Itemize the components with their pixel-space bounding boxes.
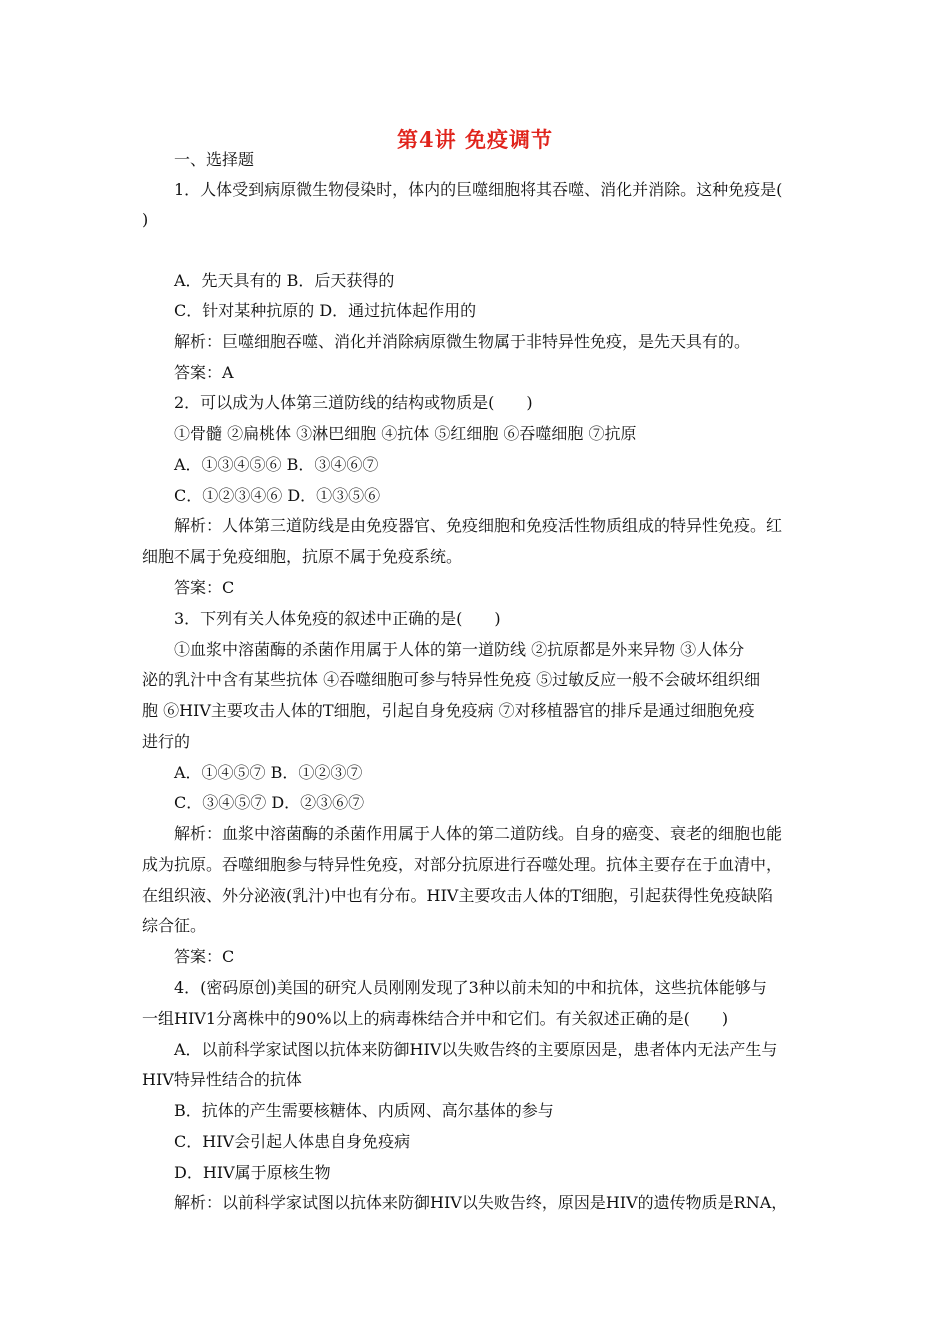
q1-options-ab: A．先天具有的 B．后天获得的 <box>174 271 395 290</box>
q2-items: ①骨髓 ②扁桃体 ③淋巴细胞 ④抗体 ⑤红细胞 ⑥吞噬细胞 ⑦抗原 <box>174 424 637 443</box>
q1-stem-end: ) <box>142 210 149 229</box>
q3-analysis-line1: 解析：血浆中溶菌酶的杀菌作用属于人体的第二道防线。自身的癌变、衰老的细胞也能 <box>174 824 783 843</box>
q3-items-line4: 进行的 <box>142 732 191 751</box>
q4-option-a-line2: HIV特异性结合的抗体 <box>142 1070 302 1089</box>
q4-option-c: C．HIV会引起人体患自身免疫病 <box>174 1132 411 1151</box>
q4-option-a-line1: A．以前科学家试图以抗体来防御HIV以失败告终的主要原因是，患者体内无法产生与 <box>174 1040 778 1059</box>
q2-analysis-line1: 解析：人体第三道防线是由免疫器官、免疫细胞和免疫活性物质组成的特异性免疫。红 <box>174 516 783 535</box>
q3-analysis-line2: 成为抗原。吞噬细胞参与特异性免疫，对部分抗原进行吞噬处理。抗体主要存在于血清中， <box>142 855 783 874</box>
q2-stem: 2．可以成为人体第三道防线的结构或物质是( ) <box>174 393 533 412</box>
q3-options-cd: C．③④⑤⑦ D．②③⑥⑦ <box>174 793 365 812</box>
q2-answer: 答案：C <box>174 578 235 597</box>
section-heading: 一、选择题 <box>174 150 255 169</box>
page-title: 第4讲 免疫调节 <box>397 127 553 152</box>
q1-stem: 1．人体受到病原微生物侵染时，体内的巨噬细胞将其吞噬、消化并消除。这种免疫是( <box>174 180 783 199</box>
q4-stem-line1: 4．(密码原创)美国的研究人员刚刚发现了3种以前未知的中和抗体，这些抗体能够与 <box>174 978 767 997</box>
q1-analysis: 解析：巨噬细胞吞噬、消化并消除病原微生物属于非特异性免疫，是先天具有的。 <box>174 332 751 351</box>
q3-analysis-line4: 综合征。 <box>142 916 207 935</box>
q1-answer: 答案：A <box>174 363 234 382</box>
q4-option-d: D．HIV属于原核生物 <box>174 1163 331 1182</box>
q3-options-ab: A．①④⑤⑦ B．①②③⑦ <box>174 763 363 782</box>
q2-analysis-line2: 细胞不属于免疫细胞，抗原不属于免疫系统。 <box>142 547 463 566</box>
q2-options-cd: C．①②③④⑥ D．①③⑤⑥ <box>174 486 381 505</box>
q4-analysis-line1: 解析：以前科学家试图以抗体来防御HIV以失败告终，原因是HIV的遗传物质是RNA， <box>174 1193 788 1212</box>
q4-option-b: B．抗体的产生需要核糖体、内质网、高尔基体的参与 <box>174 1101 554 1120</box>
q4-stem-line2: 一组HIV1分离株中的90%以上的病毒株结合并中和它们。有关叙述正确的是( ) <box>142 1009 729 1028</box>
q3-answer: 答案：C <box>174 947 235 966</box>
q3-items-line3: 胞 ⑥HIV主要攻击人体的T细胞，引起自身免疫病 ⑦对移植器官的排斥是通过细胞免疫 <box>142 701 755 720</box>
q3-stem: 3．下列有关人体免疫的叙述中正确的是( ) <box>174 609 501 628</box>
q1-options-cd: C．针对某种抗原的 D．通过抗体起作用的 <box>174 301 477 320</box>
q3-items-line1: ①血浆中溶菌酶的杀菌作用属于人体的第一道防线 ②抗原都是外来异物 ③人体分 <box>174 640 745 659</box>
q3-items-line2: 泌的乳汁中含有某些抗体 ④吞噬细胞可参与特异性免疫 ⑤过敏反应一般不会破坏组织细 <box>142 670 761 689</box>
q3-analysis-line3: 在组织液、外分泌液(乳汁)中也有分布。HIV主要攻击人体的T细胞，引起获得性免疫缺陷 <box>142 886 773 905</box>
q2-options-ab: A．①③④⑤⑥ B．③④⑥⑦ <box>174 455 379 474</box>
